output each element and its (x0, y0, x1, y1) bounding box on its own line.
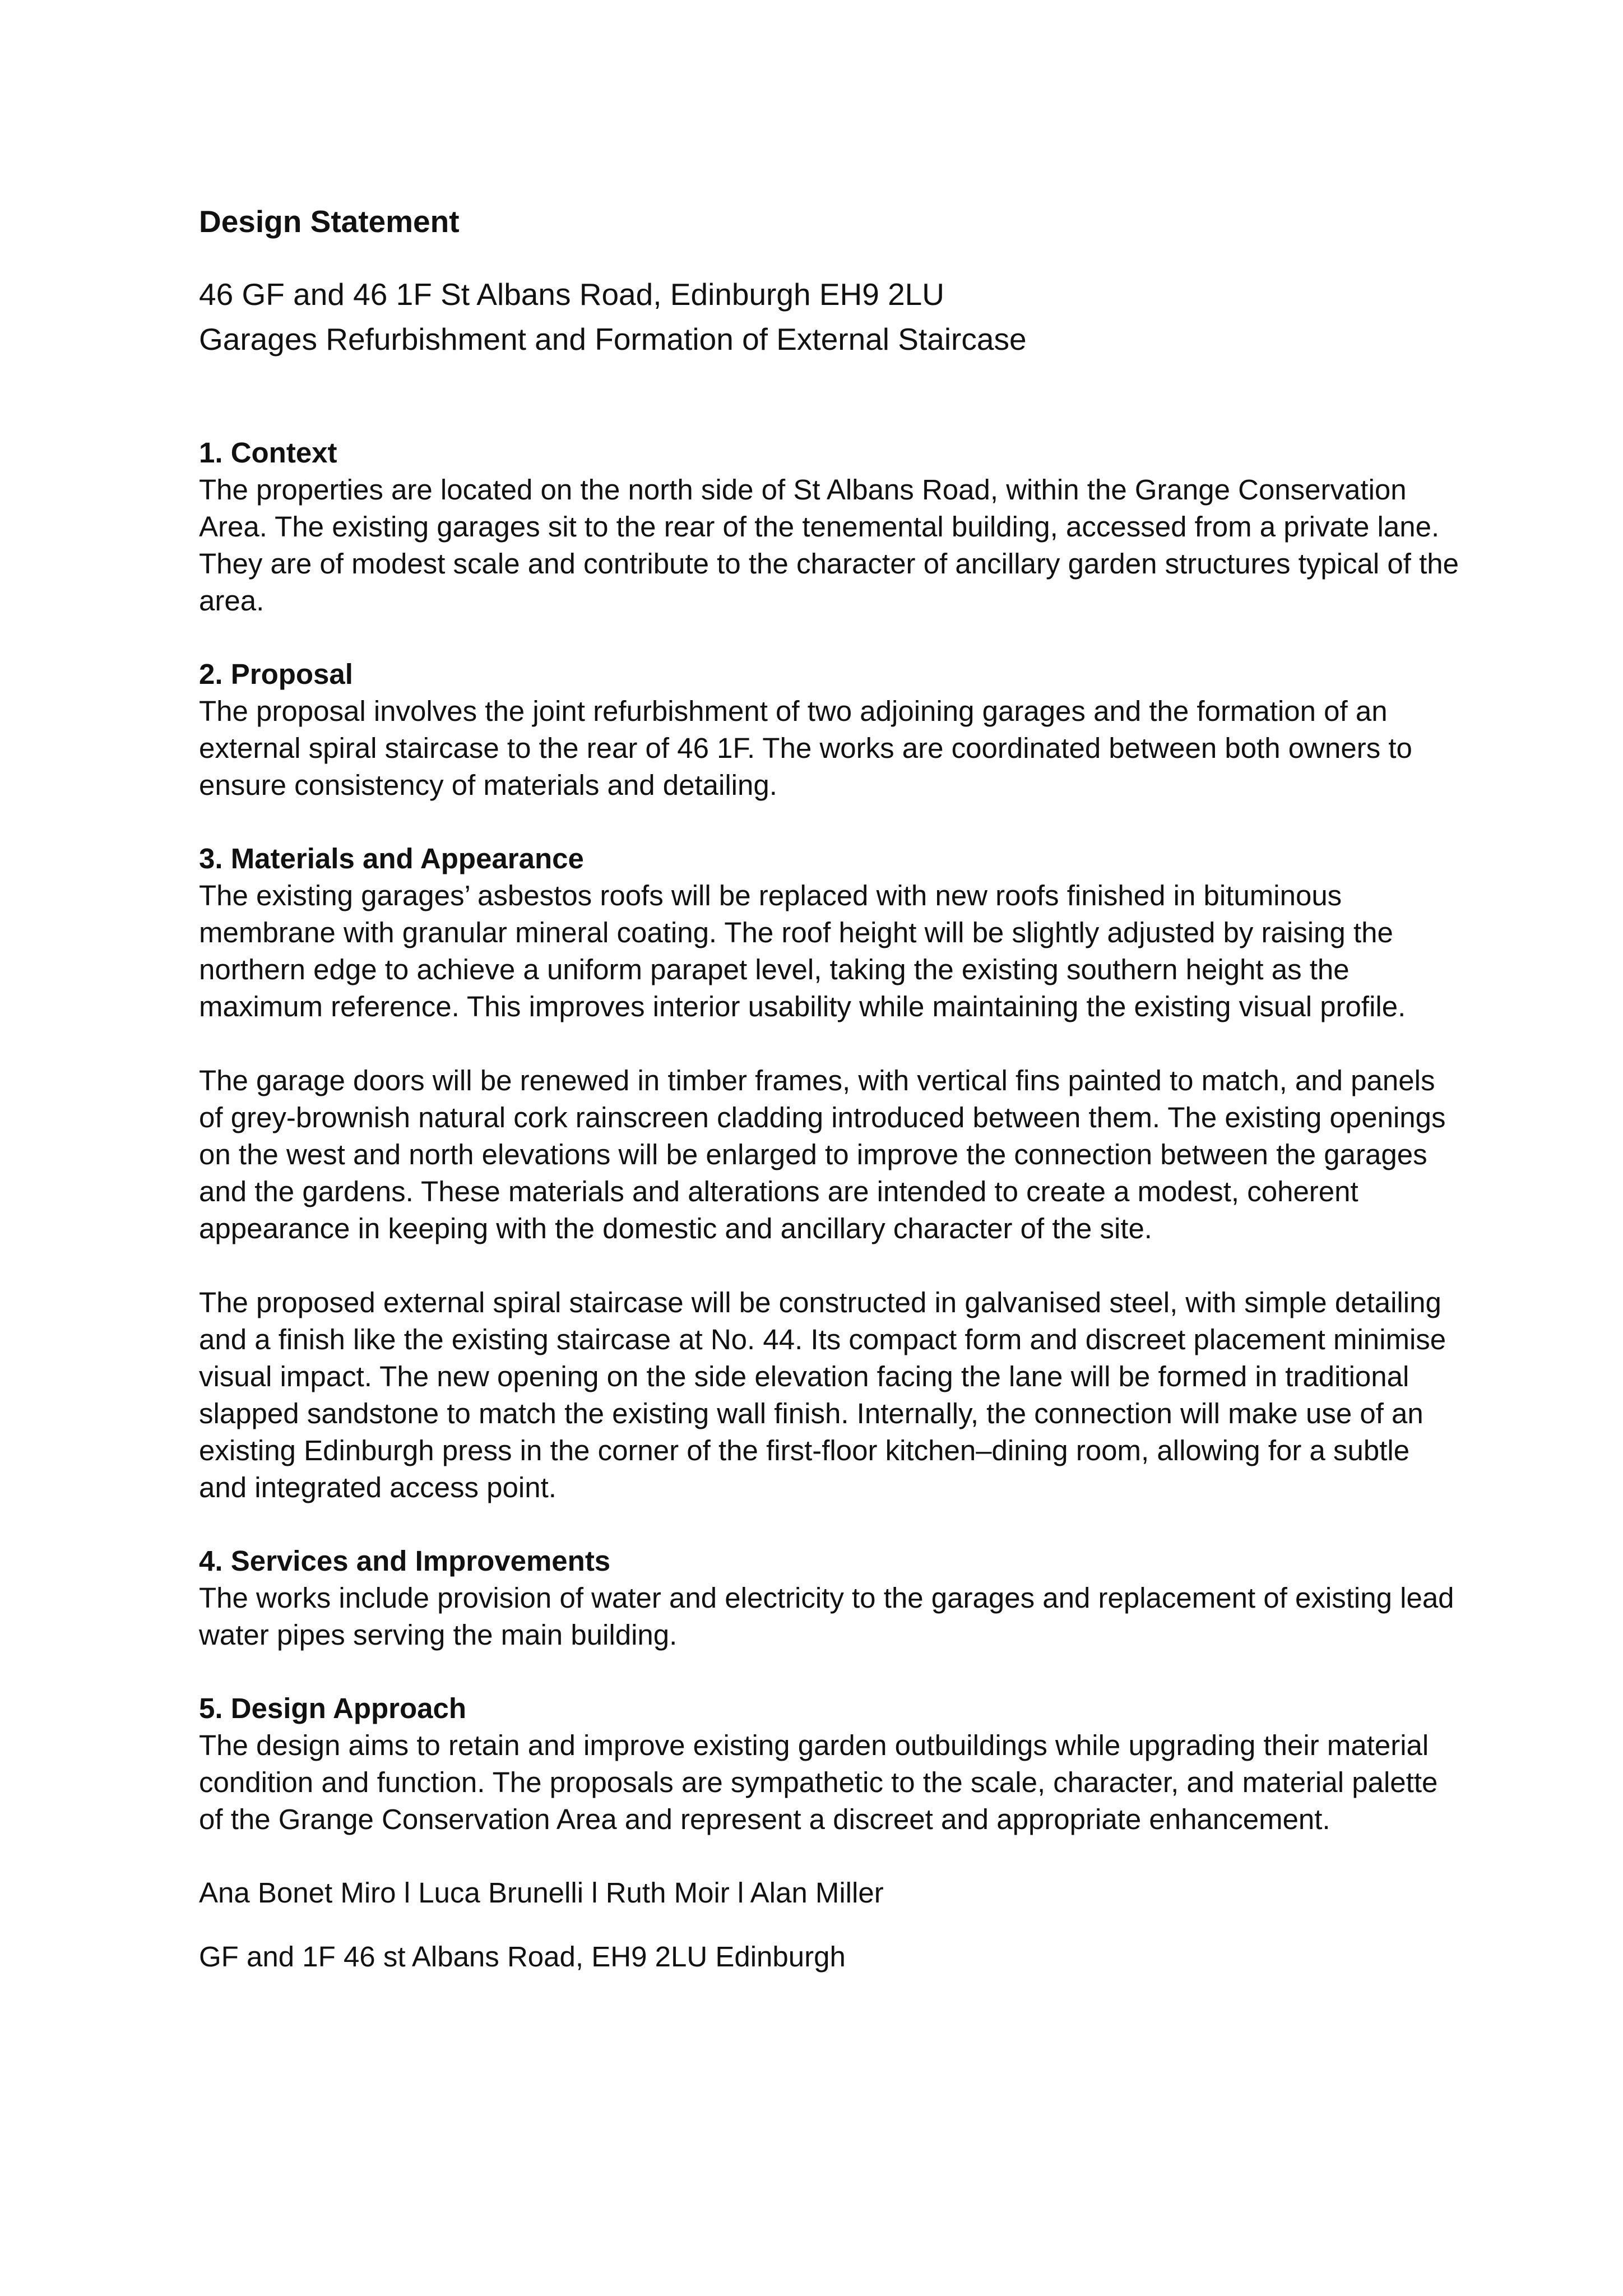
section-paragraph: The design aims to retain and improve existing garden outbuildings while upgrading their material condition and function. The proposals are sympathetic to the scale, character, and material palette of the Grange Conservation Area and represent a discreet and appropriate enhancement. (199, 1729, 1438, 1835)
section-paragraph: The proposal involves the joint refurbishment of two adjoining garages and the formation of an external spiral staircase to the rear of 46 1F. The works are coordinated between both owners to ensure consistency of materials and detailing. (199, 695, 1412, 801)
signatories: Ana Bonet Miro l Luca Brunelli l Ruth Moir l Alan Miller (199, 1877, 884, 1909)
subtitle-address: 46 GF and 46 1F St Albans Road, Edinburgh EH9 2LU (199, 277, 944, 312)
section-materials-and-appearance (199, 840, 1460, 1506)
section-heading: 5. Design Approach (199, 1692, 467, 1724)
section-design-approach (199, 1690, 1460, 1838)
section-heading: 3. Materials and Appearance (199, 843, 584, 874)
document-body (199, 434, 1460, 1838)
document-title: Design Statement (199, 204, 460, 239)
section-paragraph: The properties are located on the north side of St Albans Road, within the Grange Conservation Area. The existing garages sit to the rear of the tenemental building, accessed from a private lane. They are of modest scale and contribute to the character of ancillary garden structures typical of the area. (199, 474, 1459, 617)
section-heading: 4. Services and Improvements (199, 1545, 611, 1577)
section-paragraph: The garage doors will be renewed in timber frames, with vertical fins painted to match, and panels of grey-brownish natural cork rainscreen cladding introduced between them. The existing openings on the west and north elevations will be enlarged to improve the connection between the garages and the gardens. These materials and alterations are intended to create a modest, coherent appearance in keeping with the domestic and ancillary character of the site. (199, 1064, 1446, 1244)
document-subtitle (199, 272, 1460, 362)
section-paragraph: The proposed external spiral staircase will be constructed in galvanised steel, with simple detailing and a finish like the existing staircase at No. 44. Its compact form and discreet placement minimise visual impact. The new opening on the side elevation facing the lane will be formed in traditional slapped sandstone to match the existing wall finish. Internally, the connection will make use of an existing Edinburgh press in the corner of the first-floor kitchen–dining room, allowing for a subtle and integrated access point. (199, 1286, 1446, 1503)
section-proposal (199, 656, 1460, 804)
subtitle-project: Garages Refurbishment and Formation of External Staircase (199, 322, 1027, 357)
section-paragraph: The existing garages’ asbestos roofs will be replaced with new roofs finished in bituminous membrane with granular mineral coating. The roof height will be slightly adjusted by raising the northern edge to achieve a uniform parapet level, taking the existing southern height as the maximum reference. This improves interior usability while maintaining the existing visual profile. (199, 879, 1406, 1022)
footer-address: GF and 1F 46 st Albans Road, EH9 2LU Edinburgh (199, 1941, 846, 1973)
section-heading: 2. Proposal (199, 658, 353, 690)
section-context (199, 434, 1460, 619)
document-page (199, 199, 1460, 1975)
section-paragraph: The works include provision of water and electricity to the garages and replacement of existing lead water pipes serving the main building. (199, 1582, 1454, 1651)
section-services-and-improvements (199, 1543, 1460, 1654)
section-heading: 1. Context (199, 437, 337, 469)
